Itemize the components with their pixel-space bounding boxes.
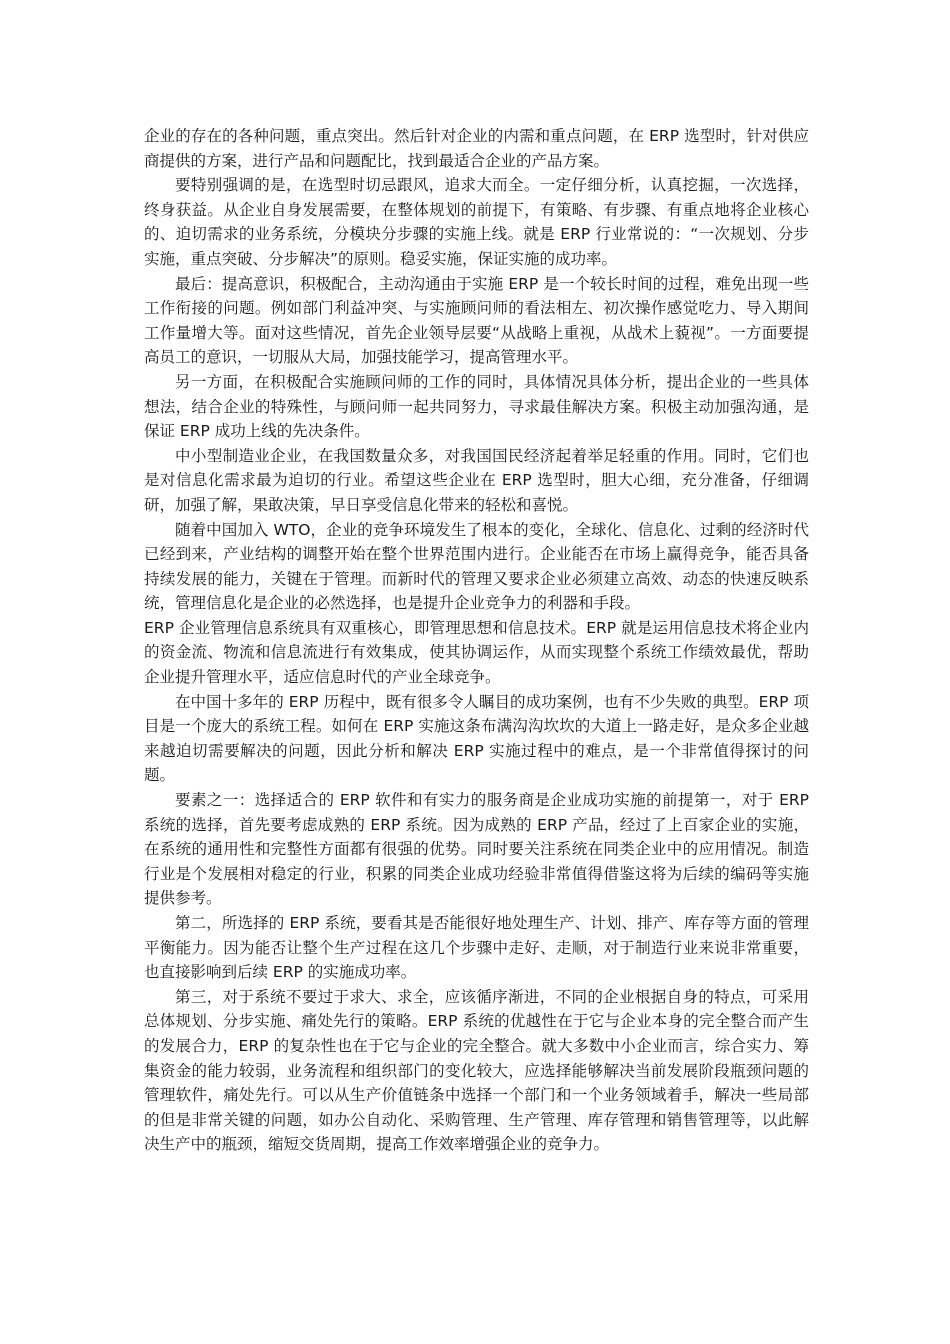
paragraph-8: 在中国十多年的 ERP 历程中，既有很多令人瞩目的成功案例，也有不少失败的典型。ERP 项目是一个庞大的系统工程。如何在 ERP 实施这条布满沟沟坎坎的大道上一路走好，是众多企业越来越迫切需要解决的问题，因此分析和解决 ERP 实施过程中的难点，是一个非常值得探讨的问题。 xyxy=(144,692,809,785)
paragraph-9: 要素之一：选择适合的 ERP 软件和有实力的服务商是企业成功实施的前提第一，对于 ERP 系统的选择，首先要考虑成熟的 ERP 系统。因为成熟的 ERP 产品，经过了上百家企业的实施，在系统的通用性和完整性方面都有很强的优势。同时要关注系统在同类企业中的应用情况。制造行业是个发展相对稳定的行业，积累的同类企业成功经验非常值得借鉴这将为后续的编码等实施提供参考。 xyxy=(144,791,809,908)
paragraph-3: 最后：提高意识，积极配合，主动沟通由于实施 ERP 是一个较长时间的过程，难免出现一些工作衔接的问题。例如部门利益冲突、与实施顾问师的看法相左、初次操作感觉吃力、导入期间工作量增大等。面对这些情况，首先企业领导层要“从战略上重视，从战术上藐视”。一方面要提高员工的意识，一切服从大局，加强技能学习，提高管理水平。 xyxy=(144,274,809,367)
paragraph-5: 中小型制造业企业，在我国数量众多，对我国国民经济起着举足轻重的作用。同时，它们也是对信息化需求最为迫切的行业。希望这些企业在 ERP 选型时，胆大心细，充分准备，仔细调研，加强了解，果敢决策，早日享受信息化带来的轻松和喜悦。 xyxy=(144,446,809,514)
paragraph-6: 随着中国加入 WTO，企业的竞争环境发生了根本的变化，全球化、信息化、过剩的经济时代已经到来，产业结构的调整开始在整个世界范围内进行。企业能否在市场上赢得竞争，能否具备持续发展的能力，关键在于管理。而新时代的管理又要求企业必须建立高效、动态的快速反映系统，管理信息化是企业的必然选择，也是提升企业竞争力的利器和手段。 xyxy=(144,520,809,613)
paragraph-10: 第二，所选择的 ERP 系统，要看其是否能很好地处理生产、计划、排产、库存等方面的管理平衡能力。因为能否让整个生产过程在这几个步骤中走好、走顺，对于制造行业来说非常重要，也直接影响到后续 ERP 的实施成功率。 xyxy=(144,914,809,982)
paragraph-2: 要特别强调的是，在选型时切忌跟风，追求大而全。一定仔细分析，认真挖掘，一次选择，终身获益。从企业自身发展需要，在整体规划的前提下，有策略、有步骤、有重点地将企业核心的、迫切需求的业务系统，分模块分步骤的实施上线。就是 ERP 行业常说的：“一次规划、分步实施，重点突破、分步解决”的原则。稳妥实施，保证实施的成功率。 xyxy=(144,176,809,268)
paragraph-11: 第三，对于系统不要过于求大、求全，应该循序渐进，不同的企业根据自身的特点，可采用总体规划、分步实施、痛处先行的策略。ERP 系统的优越性在于它与企业本身的完全整合而产生的发展合力，ERP 的复杂性也在于它与企业的完全整合。就大多数中小企业而言，综合实力、筹集资金的能力较弱，业务流程和组织部门的变化较大，应选择能够解决当前发展阶段瓶颈问题的管理软件，痛处先行。可以从生产价值链条中选择一个部门和一个业务领域着手，解决一些局部的但是非常关键的问题，如办公自动化、采购管理、生产管理、库存管理和销售管理等，以此解决生产中的瓶颈，缩短交货周期，提高工作效率增强企业的竞争力。 xyxy=(144,987,809,1154)
document-page xyxy=(144,124,809,1157)
paragraph-1: 企业的存在的各种问题，重点突出。然后针对企业的内需和重点问题，在 ERP 选型时，针对供应商提供的方案，进行产品和问题配比，找到最适合企业的产品方案。 xyxy=(144,127,809,170)
paragraph-7: ERP 企业管理信息系统具有双重核心，即管理思想和信息技术。ERP 就是运用信息技术将企业内的资金流、物流和信息流进行有效集成，使其协调运作，从而实现整个系统工作绩效最优，帮助企业提升管理水平，适应信息时代的产业全球竞争。 xyxy=(144,618,809,687)
paragraph-4: 另一方面，在积极配合实施顾问师的工作的同时，具体情况具体分析，提出企业的一些具体想法，结合企业的特殊性，与顾问师一起共同努力，寻求最佳解决方案。积极主动加强沟通，是保证 ERP 成功上线的先决条件。 xyxy=(144,372,809,441)
